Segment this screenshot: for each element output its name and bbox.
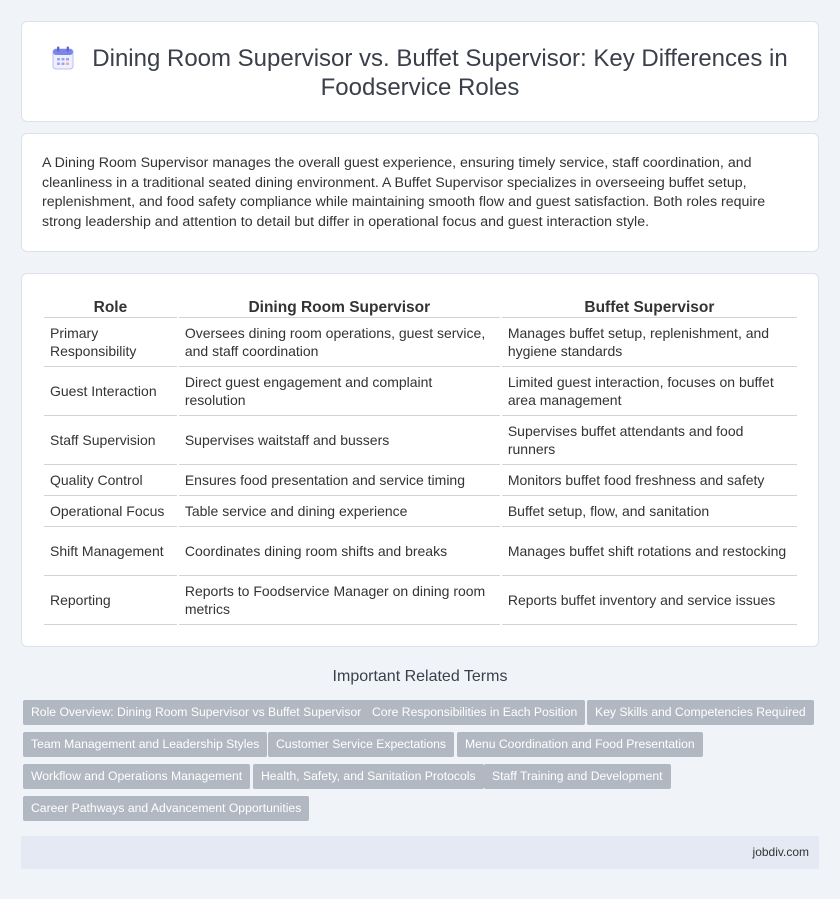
tag-staff-training[interactable]: Staff Training and Development — [484, 764, 671, 789]
tag-key-skills[interactable]: Key Skills and Competencies Required — [587, 700, 814, 725]
table-header-row — [44, 296, 797, 318]
comparison-table — [42, 296, 799, 625]
intro-paragraph: A Dining Room Supervisor manages the overall guest experience, ensuring timely service, staff coordination, and cleanliness in a traditional seated dining environment. A Buffet Supervisor specializes in overseeing buffet setup, replenishment, and food safety compliance while maintaining smooth flow and guest satisfaction. Both roles require strong leadership and attention to detail but differ in operational focus and guest interaction style. — [42, 155, 766, 230]
tag-career-pathways[interactable]: Career Pathways and Advancement Opportunities — [23, 796, 309, 821]
row-label: Quality Control — [44, 465, 177, 496]
tag-health-safety[interactable]: Health, Safety, and Sanitation Protocols — [253, 764, 484, 789]
buffet-cell: Limited guest interaction, focuses on buffet area management — [502, 367, 797, 416]
tag-team-management[interactable]: Team Management and Leadership Styles — [23, 732, 267, 757]
tag-core-responsibilities[interactable]: Core Responsibilities in Each Position — [364, 700, 585, 725]
page-title-wrap — [22, 44, 818, 102]
buffet-cell: Supervises buffet attendants and food runners — [502, 416, 797, 465]
header-role: Role — [44, 296, 177, 318]
footer-site-link[interactable]: jobdiv.com — [752, 845, 809, 859]
intro-card — [21, 133, 819, 252]
table-row — [44, 318, 797, 367]
footer — [21, 836, 819, 869]
row-label: Primary Responsibility — [44, 318, 177, 367]
related-terms-heading: Important Related Terms — [332, 668, 508, 685]
calendar-icon — [52, 46, 74, 70]
row-label: Shift Management — [44, 527, 177, 576]
buffet-cell: Monitors buffet food freshness and safety — [502, 465, 797, 496]
table-row — [44, 416, 797, 465]
buffet-cell: Manages buffet setup, replenishment, and hygiene standards — [502, 318, 797, 367]
row-label: Reporting — [44, 576, 177, 625]
header-buffet-supervisor: Buffet Supervisor — [502, 296, 797, 318]
buffet-cell: Buffet setup, flow, and sanitation — [502, 496, 797, 527]
comparison-card — [21, 273, 819, 647]
dining-cell: Coordinates dining room shifts and breaks — [179, 527, 500, 576]
header-dining-room-supervisor: Dining Room Supervisor — [179, 296, 500, 318]
title-card — [21, 21, 819, 122]
buffet-cell: Manages buffet shift rotations and restocking — [502, 527, 797, 576]
table-row — [44, 465, 797, 496]
dining-cell: Oversees dining room operations, guest service, and staff coordination — [179, 318, 500, 367]
dining-cell: Supervises waitstaff and bussers — [179, 416, 500, 465]
buffet-cell: Reports buffet inventory and service issues — [502, 576, 797, 625]
page-title: Dining Room Supervisor vs. Buffet Supervisor: Key Differences in Foodservice Roles — [92, 45, 788, 101]
table-row — [44, 367, 797, 416]
tag-role-overview[interactable]: Role Overview: Dining Room Supervisor vs Buffet Supervisor — [23, 700, 369, 725]
dining-cell: Ensures food presentation and service timing — [179, 465, 500, 496]
dining-cell: Table service and dining experience — [179, 496, 500, 527]
row-label: Operational Focus — [44, 496, 177, 527]
dining-cell: Reports to Foodservice Manager on dining room metrics — [179, 576, 500, 625]
tag-customer-service[interactable]: Customer Service Expectations — [268, 732, 454, 757]
row-label: Staff Supervision — [44, 416, 177, 465]
dining-cell: Direct guest engagement and complaint resolution — [179, 367, 500, 416]
table-row — [44, 496, 797, 527]
table-row — [44, 527, 797, 576]
table-row — [44, 576, 797, 625]
tag-menu-coordination[interactable]: Menu Coordination and Food Presentation — [457, 732, 703, 757]
tag-workflow-operations[interactable]: Workflow and Operations Management — [23, 764, 250, 789]
row-label: Guest Interaction — [44, 367, 177, 416]
